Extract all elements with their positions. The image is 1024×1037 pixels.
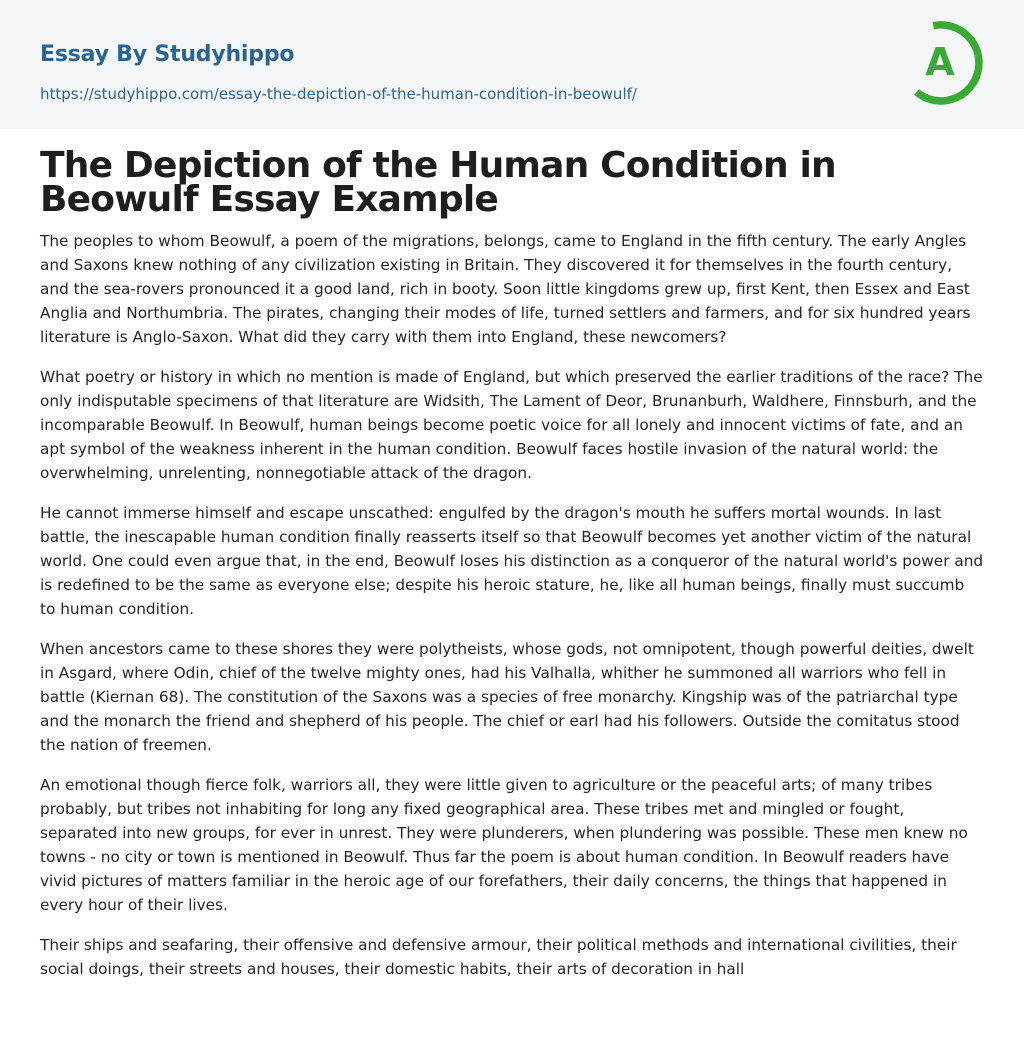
studyhippo-logo-icon[interactable] <box>907 17 989 107</box>
essay-paragraph: The peoples to whom Beowulf, a poem of the migrations, belongs, came to England in the fifth century. The early Angles and Saxons knew nothing of any civilization existing in Britain. They discovered it for themselves in the fourth century, and the sea-rovers pronounced it a good land, rich in booty. Soon little kingdoms grew up, first Kent, then Essex and East Anglia and Northumbria. The pirates, changing their modes of life, turned settlers and farmers, and for six hundred years literature is Anglo-Saxon. What did they carry with them into England, these newcomers? <box>40 232 971 346</box>
essay-paragraph: What poetry or history in which no mention is made of England, but which preserved the earlier traditions of the race? The only indisputable specimens of that literature are Widsith, The Lament of Deor, Brunanburh, Waldhere, Finnsburh, and the incomparable Beowulf. In Beowulf, human beings become poetic voice for all lonely and innocent victims of fate, and an apt symbol of the weakness inherent in the human condition. Beowulf faces hostile invasion of the natural world: the overwhelming, unrelenting, nonnegotiable attack of the dragon. <box>40 368 983 482</box>
page-title: The Depiction of the Human Condition in Beowulf Essay Example <box>40 145 836 220</box>
site-header <box>0 0 1024 129</box>
logo-letter: A <box>925 40 955 84</box>
essay-paragraph: He cannot immerse himself and escape unscathed: engulfed by the dragon's mouth he suffers mortal wounds. In last battle, the inescapable human condition finally reasserts itself so that Beowulf becomes yet another victim of the natural world. One could even argue that, in the end, Beowulf loses his distinction as a conqueror of the natural world's power and is redefined to be the same as everyone else; despite his heroic stature, he, like all human beings, finally must succumb to human condition. <box>40 504 984 618</box>
source-url-link[interactable]: https://studyhippo.com/essay-the-depiction-of-the-human-condition-in-beowulf/ <box>40 85 637 103</box>
essay-content <box>0 145 1024 981</box>
essay-paragraph: An emotional though fierce folk, warriors all, they were little given to agriculture or the peaceful arts; of many tribes probably, but tribes not inhabiting for long any fixed geographical area. These tribes met and mingled or fought, separated into new groups, for ever in unrest. They were plunderers, when plundering was possible. These men knew no towns - no city or town is mentioned in Beowulf. Thus far the poem is about human condition. In Beowulf readers have vivid pictures of matters familiar in the heroic age of our forefathers, their daily concerns, the things that happened in every hour of their lives. <box>40 776 968 914</box>
site-brand[interactable]: Essay By Studyhippo <box>40 42 295 67</box>
essay-paragraph: When ancestors came to these shores they were polytheists, whose gods, not omnipotent, though powerful deities, dwelt in Asgard, where Odin, chief of the twelve mighty ones, had his Valhalla, whither he summoned all warriors who fell in battle (Kiernan 68). The constitution of the Saxons was a species of free monarchy. Kingship was of the patriarchal type and the monarch the friend and shepherd of his people. The chief or earl had his followers. Outside the comitatus stood the nation of freemen. <box>40 640 974 754</box>
essay-paragraph: Their ships and seafaring, their offensive and defensive armour, their political methods and international civilities, their social doings, their streets and houses, their domestic habits, their arts of decoration in hall <box>40 936 957 978</box>
